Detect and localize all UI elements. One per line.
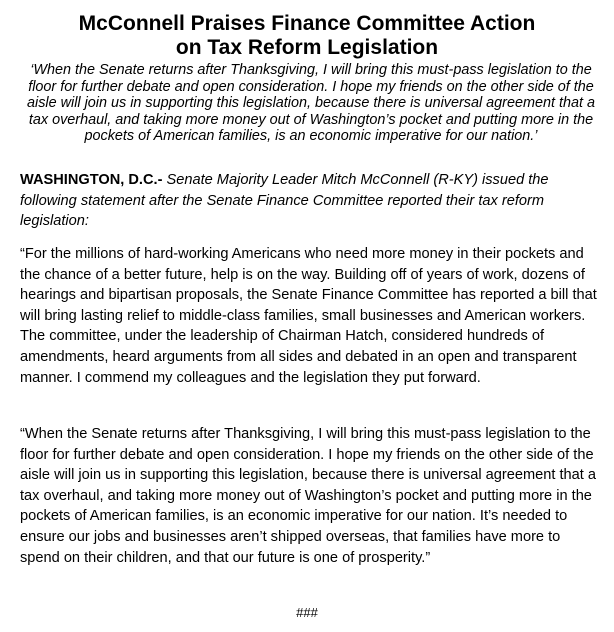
body-paragraph: “When the Senate returns after Thanksgiving, I will bring this must-pass legislation to the floor for further debate and open consideration. I hope my friends on the other side of the aisle will join us in supporting this legislation, because there is universal agreement that a tax overhaul, and taking more money out of Washington’s pocket and putting more in the pockets of American families, is an economic imperative for our nation. It’s needed to ensure our jobs and businesses aren’t shipped overseas, that families have more to spend on their children, and that our future is one of prosperity.” (20, 426, 596, 566)
body-paragraph: “For the millions of hard-working Americans who need more money in their pockets and the chance of a better future, help is on the way. Building off of years of work, dozens of hearings and bipartisan proposals, the Senate Finance Committee has reported a bill that will bring lasting relief to middle-class families, small businesses and American workers. The committee, under the leadership of Chairman Hatch, considered hundreds of amendments, heard arguments from all sides and debated in an open and transparent manner. I commend my colleagues and the legislation they put forward. (20, 246, 597, 386)
title-line-1: McConnell Praises Finance Committee Action (78, 12, 536, 35)
page-title (0, 12, 614, 60)
end-mark: ### (296, 605, 318, 620)
title-line-2: on Tax Reform Legislation (175, 36, 439, 59)
subtitle-quote: ‘When the Senate returns after Thanksgiving, I will bring this must-pass legislation to the floor for further debate and open consideration. I hope my friends on the other side of the aisle will join us in supporting this legislation, because there is universal agreement that a tax overhaul, and taking more money out of Washington’s pocket and putting more in the pockets of American families, is an economic imperative for our nation.’ (27, 62, 595, 144)
dateline-location: WASHINGTON, D.C.- (20, 172, 163, 188)
dateline-paragraph (20, 170, 600, 232)
dateline-intro: Senate Majority Leader Mitch McConnell (R-KY) issued the following statement after the Senate Finance Committee reported their tax reform legislation: (20, 172, 549, 229)
